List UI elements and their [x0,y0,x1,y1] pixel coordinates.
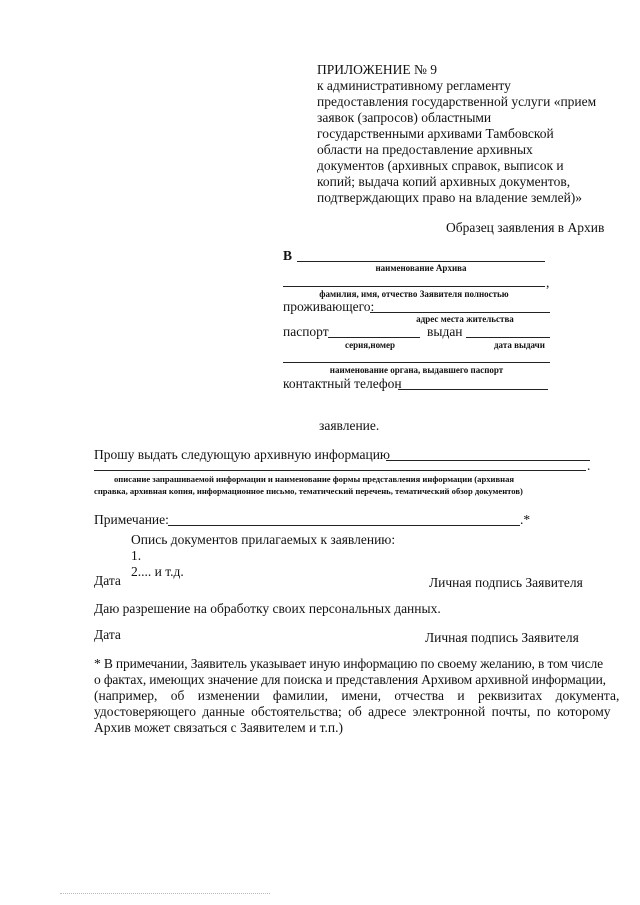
date-label: Дата [94,573,121,588]
appendix-title: ПРИЛОЖЕНИЕ № 9 [317,62,438,77]
footnote-line: * В примечании, Заявитель указывает иную информацию по своему желанию, в том числе [94,656,603,671]
appendix-line: области на предоставление архивных [317,142,533,157]
request-text: Прошу выдать следующую архивную информацию [94,447,391,462]
scan-edge [60,893,270,894]
footnote-line: о фактах, имеющих значение для поиска и представления Архивом архивной информации, [94,672,606,687]
issued-label: выдан [427,324,463,339]
footnote-line: удостоверяющего данные обстоятельства; об адресе электронной почты, по которому [94,704,611,719]
note-line[interactable] [168,525,520,526]
signature-label: Личная подпись Заявителя [429,575,583,590]
attachment-item: 2.... и т.д. [131,564,184,579]
sample-caption: Образец заявления в Архив [446,220,605,235]
address-hint: адрес места жительства [416,314,514,324]
appendix-line: документов (архивных справок, выписок и [317,158,564,173]
archive-name-hint: наименование Архива [375,263,467,273]
request-hint-line2: справка, архивная копия, информационное письмо, тематический перечень, тематический обзор документов) [94,486,523,496]
attachment-item: 1. [131,548,142,563]
archive-name-line[interactable] [297,261,545,262]
residing-label: проживающего: [283,299,375,314]
request-hint-line1: описание запрашиваемой информации и наименование формы представления информации (архивная [114,474,515,484]
footnote-line: Архив может связаться с Заявителем и т.п.) [94,720,344,735]
attachments-title: Опись документов прилагаемых к заявлению: [131,532,396,547]
phone-label: контактный телефон [283,376,402,391]
applicant-comma: , [546,275,550,290]
appendix-line: заявок (запросов) областными [317,110,492,125]
passport-series-line[interactable] [328,337,420,338]
footnote-line: (например, об изменении фамилии, имени, отчества и реквизитах документа, [94,688,620,703]
address-line[interactable] [370,312,550,313]
issuer-hint: наименование органа, выдавшего паспорт [329,365,504,375]
appendix-line: к административному регламенту [317,78,511,93]
phone-line[interactable] [398,389,548,390]
issuer-line[interactable] [283,362,550,363]
request-line-2[interactable] [94,470,586,471]
appendix-line: копий; выдача копий архивных документов, [317,174,571,189]
request-end-dot: . [587,458,591,473]
appendix-line: предоставления государственной услуги «прием [317,94,597,109]
applicant-fio-hint: фамилия, имя, отчество Заявителя полностью [319,289,509,299]
date-label: Дата [94,627,121,642]
note-label: Примечание: [94,512,169,527]
applicant-fio-line[interactable] [283,286,545,287]
series-hint: серия,номер [345,340,396,350]
passport-label: паспорт [283,324,329,339]
appendix-line: подтверждающих право на владение землей)» [317,190,583,205]
issue-date-line[interactable] [466,337,550,338]
statement-title: заявление. [319,418,380,433]
signature-label: Личная подпись Заявителя [425,630,579,645]
issue-date-hint: дата выдачи [494,340,545,350]
note-end-mark: .* [520,512,531,527]
request-line-1[interactable] [386,460,590,461]
to-prefix: В [283,248,293,263]
appendix-line: государственными архивами Тамбовской [317,126,554,141]
consent-text: Даю разрешение на обработку своих персональных данных. [94,601,441,616]
